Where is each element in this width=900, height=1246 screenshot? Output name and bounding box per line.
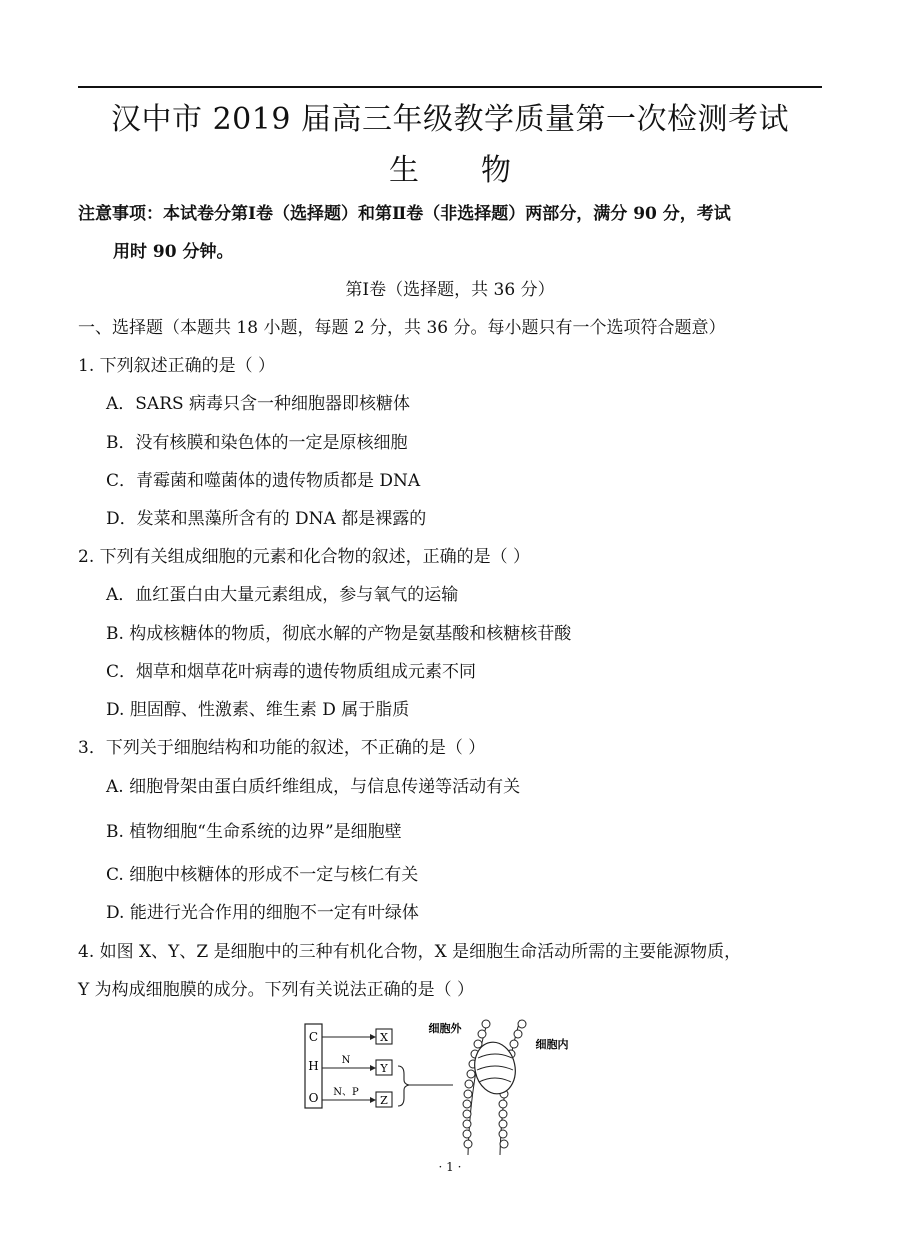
exam-title: 汉中市 2019 届高三年级教学质量第一次检测考试 <box>111 102 789 137</box>
question-1-option-b: B．没有核膜和染色体的一定是原核细胞 <box>106 433 408 453</box>
question-2-option-c: C．烟草和烟草花叶病毒的遗传物质组成元素不同 <box>106 662 477 682</box>
question-2-option-a: A．血红蛋白由大量元素组成，参与氧气的运输 <box>106 585 459 605</box>
question-3-option-c: C. 细胞中核糖体的形成不一定与核仁有关 <box>106 865 419 885</box>
notice-line-2: 用时 90 分钟。 <box>113 242 234 262</box>
question-2-option-b: B. 构成核糖体的物质，彻底水解的产物是氨基酸和核糖核苷酸 <box>106 624 572 644</box>
product-z: Z <box>380 1094 388 1107</box>
notice-line-1: 注意事项：本试卷分第Ⅰ卷（选择题）和第Ⅱ卷（非选择题）两部分，满分 90 分，考试 <box>78 204 731 224</box>
subject-title: 生物 <box>389 153 573 188</box>
page-number: · 1 · <box>438 1160 462 1174</box>
inside-label: 细胞内 <box>535 1038 569 1051</box>
element-o: O <box>308 1091 319 1105</box>
question-1-option-a: A．SARS 病毒只含一种细胞器即核糖体 <box>106 394 411 414</box>
top-rule <box>78 86 822 88</box>
question-3-stem: 3．下列关于细胞结构和功能的叙述，不正确的是（ ） <box>78 738 486 758</box>
brace <box>398 1066 409 1106</box>
arrow-label-np: N、P <box>333 1087 359 1098</box>
question-3-option-b: B. 植物细胞“生命系统的边界”是细胞壁 <box>106 822 402 842</box>
question-1-stem: 1. 下列叙述正确的是（ ） <box>78 356 276 376</box>
question-4-stem-line-2: Y 为构成细胞膜的成分。下列有关说法正确的是（ ） <box>78 980 475 1000</box>
element-h: H <box>308 1059 319 1073</box>
question-3-option-d: D. 能进行光合作用的细胞不一定有叶绿体 <box>106 903 419 923</box>
section-title: 第Ⅰ卷（选择题，共 36 分） <box>345 280 555 300</box>
question-2-stem: 2. 下列有关组成细胞的元素和化合物的叙述，正确的是（ ） <box>78 547 531 567</box>
part-heading: 一、选择题（本题共 18 小题，每题 2 分，共 36 分。每小题只有一个选项符合题意） <box>78 318 726 338</box>
product-x: X <box>380 1031 388 1044</box>
element-c: C <box>308 1030 319 1044</box>
question-4-stem-line-1: 4. 如图 X、Y、Z 是细胞中的三种有机化合物，X 是细胞生命活动所需的主要能源物质， <box>78 942 742 962</box>
question-2-option-d: D. 胆固醇、性激素、维生素 D 属于脂质 <box>106 700 410 720</box>
question-1-option-c: C．青霉菌和噬菌体的遗传物质都是 DNA <box>106 471 421 491</box>
outside-label: 细胞外 <box>428 1022 462 1035</box>
membrane-figure <box>290 1010 610 1160</box>
arrow-label-n: N <box>341 1055 351 1066</box>
question-1-option-d: D．发菜和黑藻所含有的 DNA 都是裸露的 <box>106 509 427 529</box>
product-y: Y <box>380 1062 388 1075</box>
question-3-option-a: A. 细胞骨架由蛋白质纤维组成，与信息传递等活动有关 <box>106 777 521 797</box>
